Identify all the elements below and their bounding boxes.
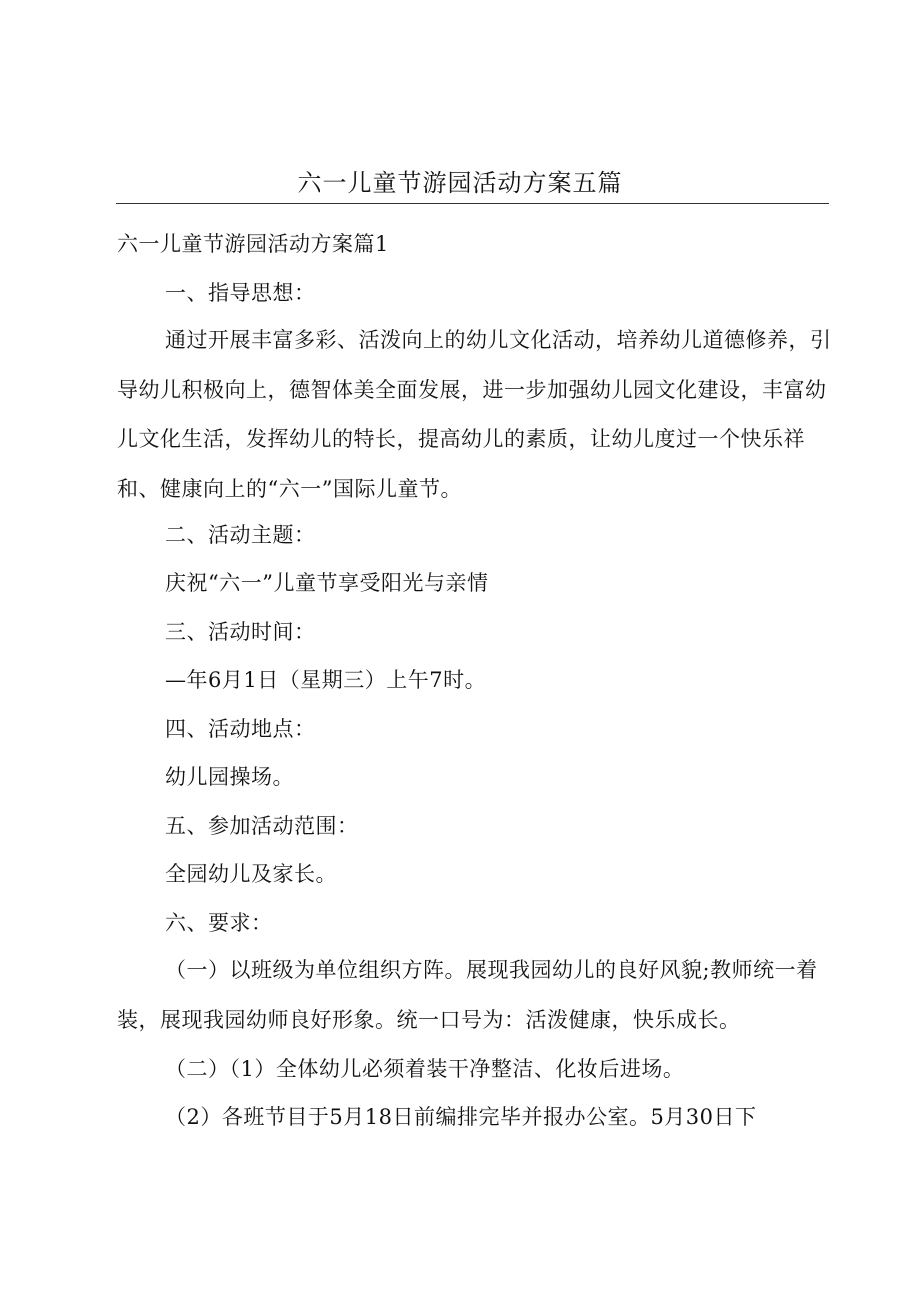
title-divider bbox=[116, 203, 829, 204]
heading-activity-time: 三、活动时间： bbox=[165, 620, 316, 644]
paragraph-guiding-thought: 通过开展丰富多彩、活泼向上的幼儿文化活动，培养幼儿道德修养，引导幼儿积极向上，德智体美全面发展，进一步加强幼儿园文化建设，丰富幼儿文化生活，发挥幼儿的特长，提高幼儿的素质，让幼儿度过一个快乐祥和、健康向上的“六一”国际儿童节。 bbox=[117, 328, 832, 501]
paragraph-requirement-1: （一）以班级为单位组织方阵。展现我园幼儿的良好风貌;教师统一着装，展现我园幼师良好形象。统一口号为：活泼健康，快乐成长。 bbox=[117, 958, 818, 1032]
heading-activity-theme: 二、活动主题： bbox=[165, 523, 316, 547]
text-participants: 全园幼儿及家长。 bbox=[165, 862, 337, 886]
document-title: 六一儿童节游园活动方案五篇 bbox=[297, 169, 623, 197]
text-activity-time: —年6月1日（星期三）上午7时。 bbox=[165, 668, 487, 692]
heading-guiding-thought: 一、指导思想： bbox=[165, 281, 316, 305]
paragraph-requirement-3: （2）各班节目于5月18日前编排完毕并报办公室。5月30日下 bbox=[165, 1105, 757, 1129]
heading-participants: 五、参加活动范围： bbox=[165, 814, 359, 838]
text-activity-location: 幼儿园操场。 bbox=[165, 765, 294, 789]
text-activity-theme: 庆祝“六一”儿童节享受阳光与亲情 bbox=[165, 571, 489, 595]
heading-activity-location: 四、活动地点： bbox=[165, 717, 316, 741]
section-heading: 六一儿童节游园活动方案篇1 bbox=[117, 232, 389, 256]
paragraph-requirement-2: （二）（1）全体幼儿必须着装干净整洁、化妆后进场。 bbox=[165, 1057, 685, 1081]
heading-requirements: 六、要求： bbox=[165, 911, 273, 935]
